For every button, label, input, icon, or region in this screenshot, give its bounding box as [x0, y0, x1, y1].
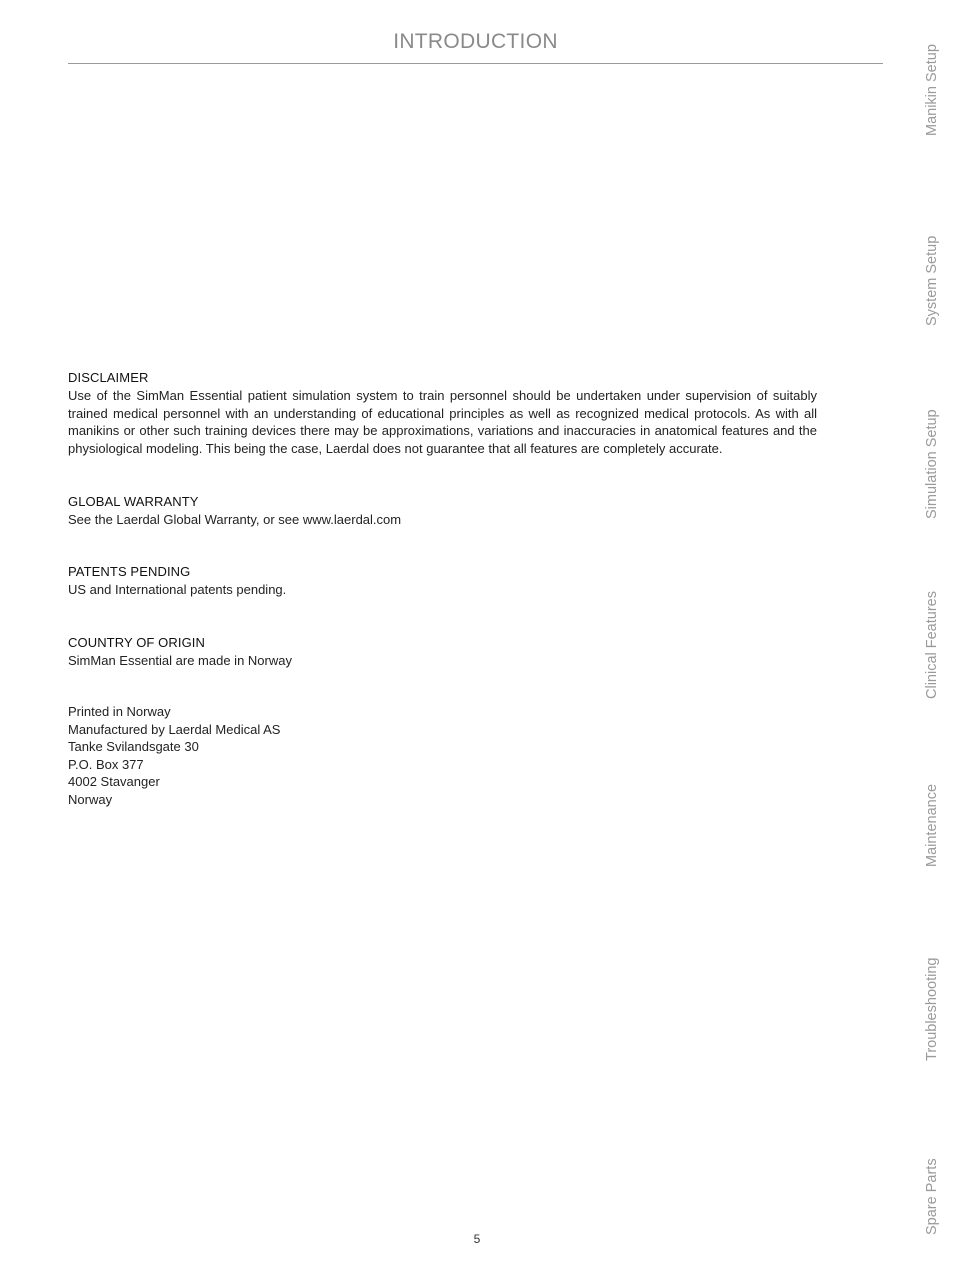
- side-tab-label: Troubleshooting: [924, 957, 940, 1061]
- disclaimer-body: Use of the SimMan Essential patient simulation system to train personnel should be undertaken under supervision of suitably trained medical personnel with an understanding of educational principles as well as recognized medical protocols. As with all manikins or other such training devices there may be approximations, variations and inaccuracies in anatomical features and the physiological modeling. This being the case, Laerdal does not guarantee that all features are completely accurate.: [68, 388, 817, 456]
- warranty-heading: GLOBAL WARRANTY: [68, 494, 199, 509]
- address-block: [68, 703, 817, 809]
- patents-heading: PATENTS PENDING: [68, 564, 191, 579]
- address-line: Tanke Svilandsgate 30: [68, 739, 199, 755]
- chapter-side-tabs: [894, 0, 954, 1272]
- warranty-section: [68, 493, 817, 529]
- side-tab-label: Spare Parts: [924, 1158, 940, 1235]
- disclaimer-heading: DISCLAIMER: [68, 370, 149, 385]
- origin-body: SimMan Essential are made in Norway: [68, 653, 292, 668]
- origin-heading: COUNTRY OF ORIGIN: [68, 635, 206, 650]
- address-line: Norway: [68, 791, 113, 807]
- side-tab-label: Clinical Features: [924, 591, 940, 699]
- warranty-body: See the Laerdal Global Warranty, or see www.laerdal.com: [68, 512, 402, 527]
- disclaimer-section: [68, 369, 817, 457]
- address-line: P.O. Box 377: [68, 756, 144, 772]
- page-number: 5: [473, 1232, 481, 1246]
- title-divider: [68, 63, 883, 64]
- address-line: 4002 Stavanger: [68, 774, 160, 790]
- origin-section: [68, 634, 817, 670]
- side-tab-label: Simulation Setup: [924, 409, 940, 519]
- patents-body: US and International patents pending.: [68, 582, 287, 597]
- side-tab-label: Maintenance: [924, 783, 940, 867]
- side-tab-label: System Setup: [924, 235, 940, 326]
- page-title: INTRODUCTION: [393, 30, 558, 53]
- address-line: Printed in Norway: [68, 704, 171, 719]
- side-tab-label: Manikin Setup: [924, 44, 940, 136]
- address-line: Manufactured by Laerdal Medical AS: [68, 721, 281, 737]
- patents-section: [68, 563, 817, 599]
